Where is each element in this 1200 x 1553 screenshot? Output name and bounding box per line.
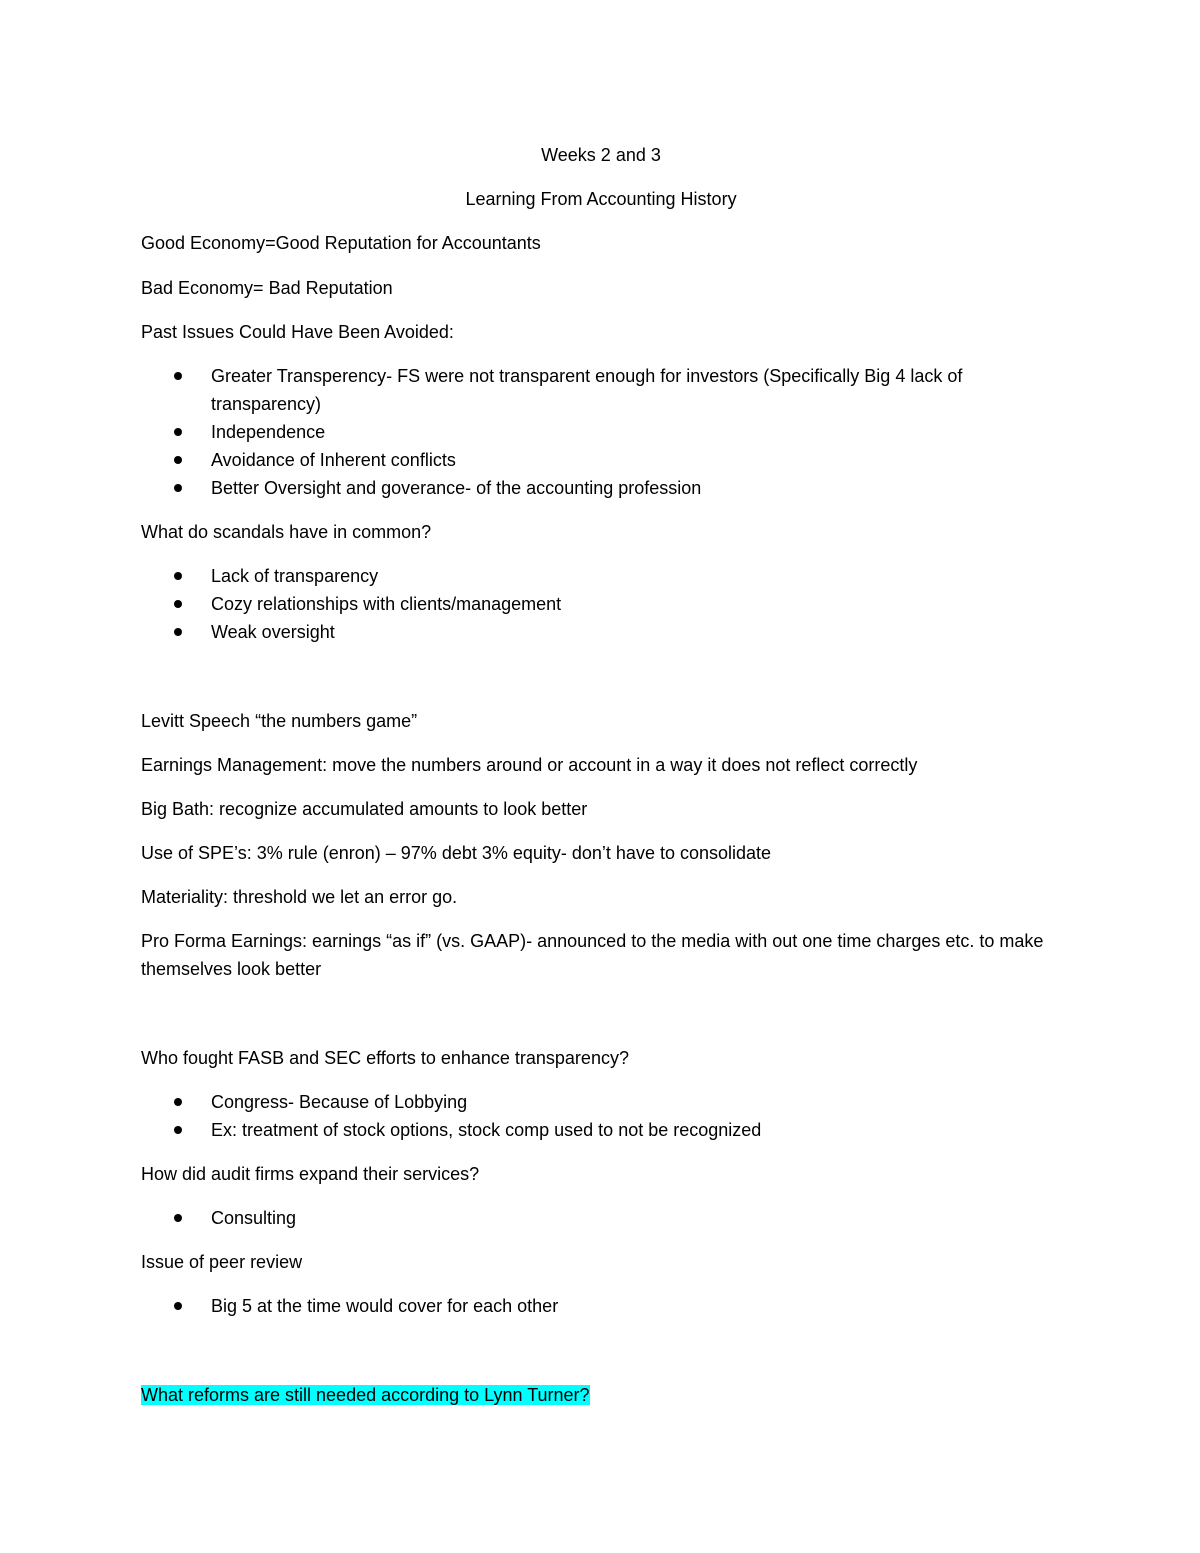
fasb-list [141, 1088, 1061, 1144]
bullet-icon [174, 372, 182, 380]
list-item: Avoidance of Inherent conflicts [141, 446, 1061, 474]
bullet-icon [174, 600, 182, 608]
scandals-list [141, 562, 1061, 646]
past-issues-list [141, 362, 1061, 502]
bullet-icon [174, 628, 182, 636]
spe-line: Use of SPE’s: 3% rule (enron) – 97% debt 3% equity- don’t have to consolidate [141, 843, 772, 863]
levitt-heading: Levitt Speech “the numbers game” [141, 711, 418, 731]
bad-economy-line: Bad Economy= Bad Reputation [141, 278, 393, 298]
pro-forma-line: Pro Forma Earnings: earnings “as if” (vs. GAAP)- announced to the media with out one time charges etc. to make themselves look better [141, 931, 1044, 979]
bullet-icon [174, 428, 182, 436]
audit-question: How did audit firms expand their services? [141, 1164, 480, 1184]
scandals-question: What do scandals have in common? [141, 522, 432, 542]
earnings-management-line: Earnings Management: move the numbers around or account in a way it does not reflect correctly [141, 755, 918, 775]
audit-list [141, 1204, 1061, 1232]
bullet-icon [174, 1302, 182, 1310]
bullet-icon [174, 484, 182, 492]
reforms-question [141, 1381, 1061, 1409]
bullet-icon [174, 1214, 182, 1222]
list-item: Greater Transperency- FS were not transparent enough for investors (Specifically Big 4 lack of transparency) [141, 362, 1061, 418]
past-issues-heading: Past Issues Could Have Been Avoided: [141, 322, 454, 342]
good-economy-line: Good Economy=Good Reputation for Accountants [141, 233, 541, 253]
bullet-icon [174, 572, 182, 580]
list-item: Lack of transparency [141, 562, 1061, 590]
bullet-icon [174, 456, 182, 464]
big-bath-line: Big Bath: recognize accumulated amounts to look better [141, 799, 588, 819]
list-item: Cozy relationships with clients/management [141, 590, 1061, 618]
bullet-icon [174, 1126, 182, 1134]
document-body [141, 141, 1061, 1409]
peer-review-list [141, 1292, 1061, 1320]
list-item: Ex: treatment of stock options, stock comp used to not be recognized [141, 1116, 1061, 1144]
page-title: Weeks 2 and 3 [541, 145, 661, 165]
bullet-icon [174, 1098, 182, 1106]
peer-review-question: Issue of peer review [141, 1252, 303, 1272]
highlighted-text: What reforms are still needed according to Lynn Turner? [141, 1385, 590, 1405]
list-item: Independence [141, 418, 1061, 446]
list-item: Better Oversight and goverance- of the accounting profession [141, 474, 1061, 502]
list-item: Weak oversight [141, 618, 1061, 646]
list-item: Congress- Because of Lobbying [141, 1088, 1061, 1116]
fasb-question: Who fought FASB and SEC efforts to enhance transparency? [141, 1048, 629, 1068]
list-item: Big 5 at the time would cover for each other [141, 1292, 1061, 1320]
list-item: Consulting [141, 1204, 1061, 1232]
page-subtitle: Learning From Accounting History [465, 189, 737, 209]
materiality-line: Materiality: threshold we let an error go. [141, 887, 458, 907]
